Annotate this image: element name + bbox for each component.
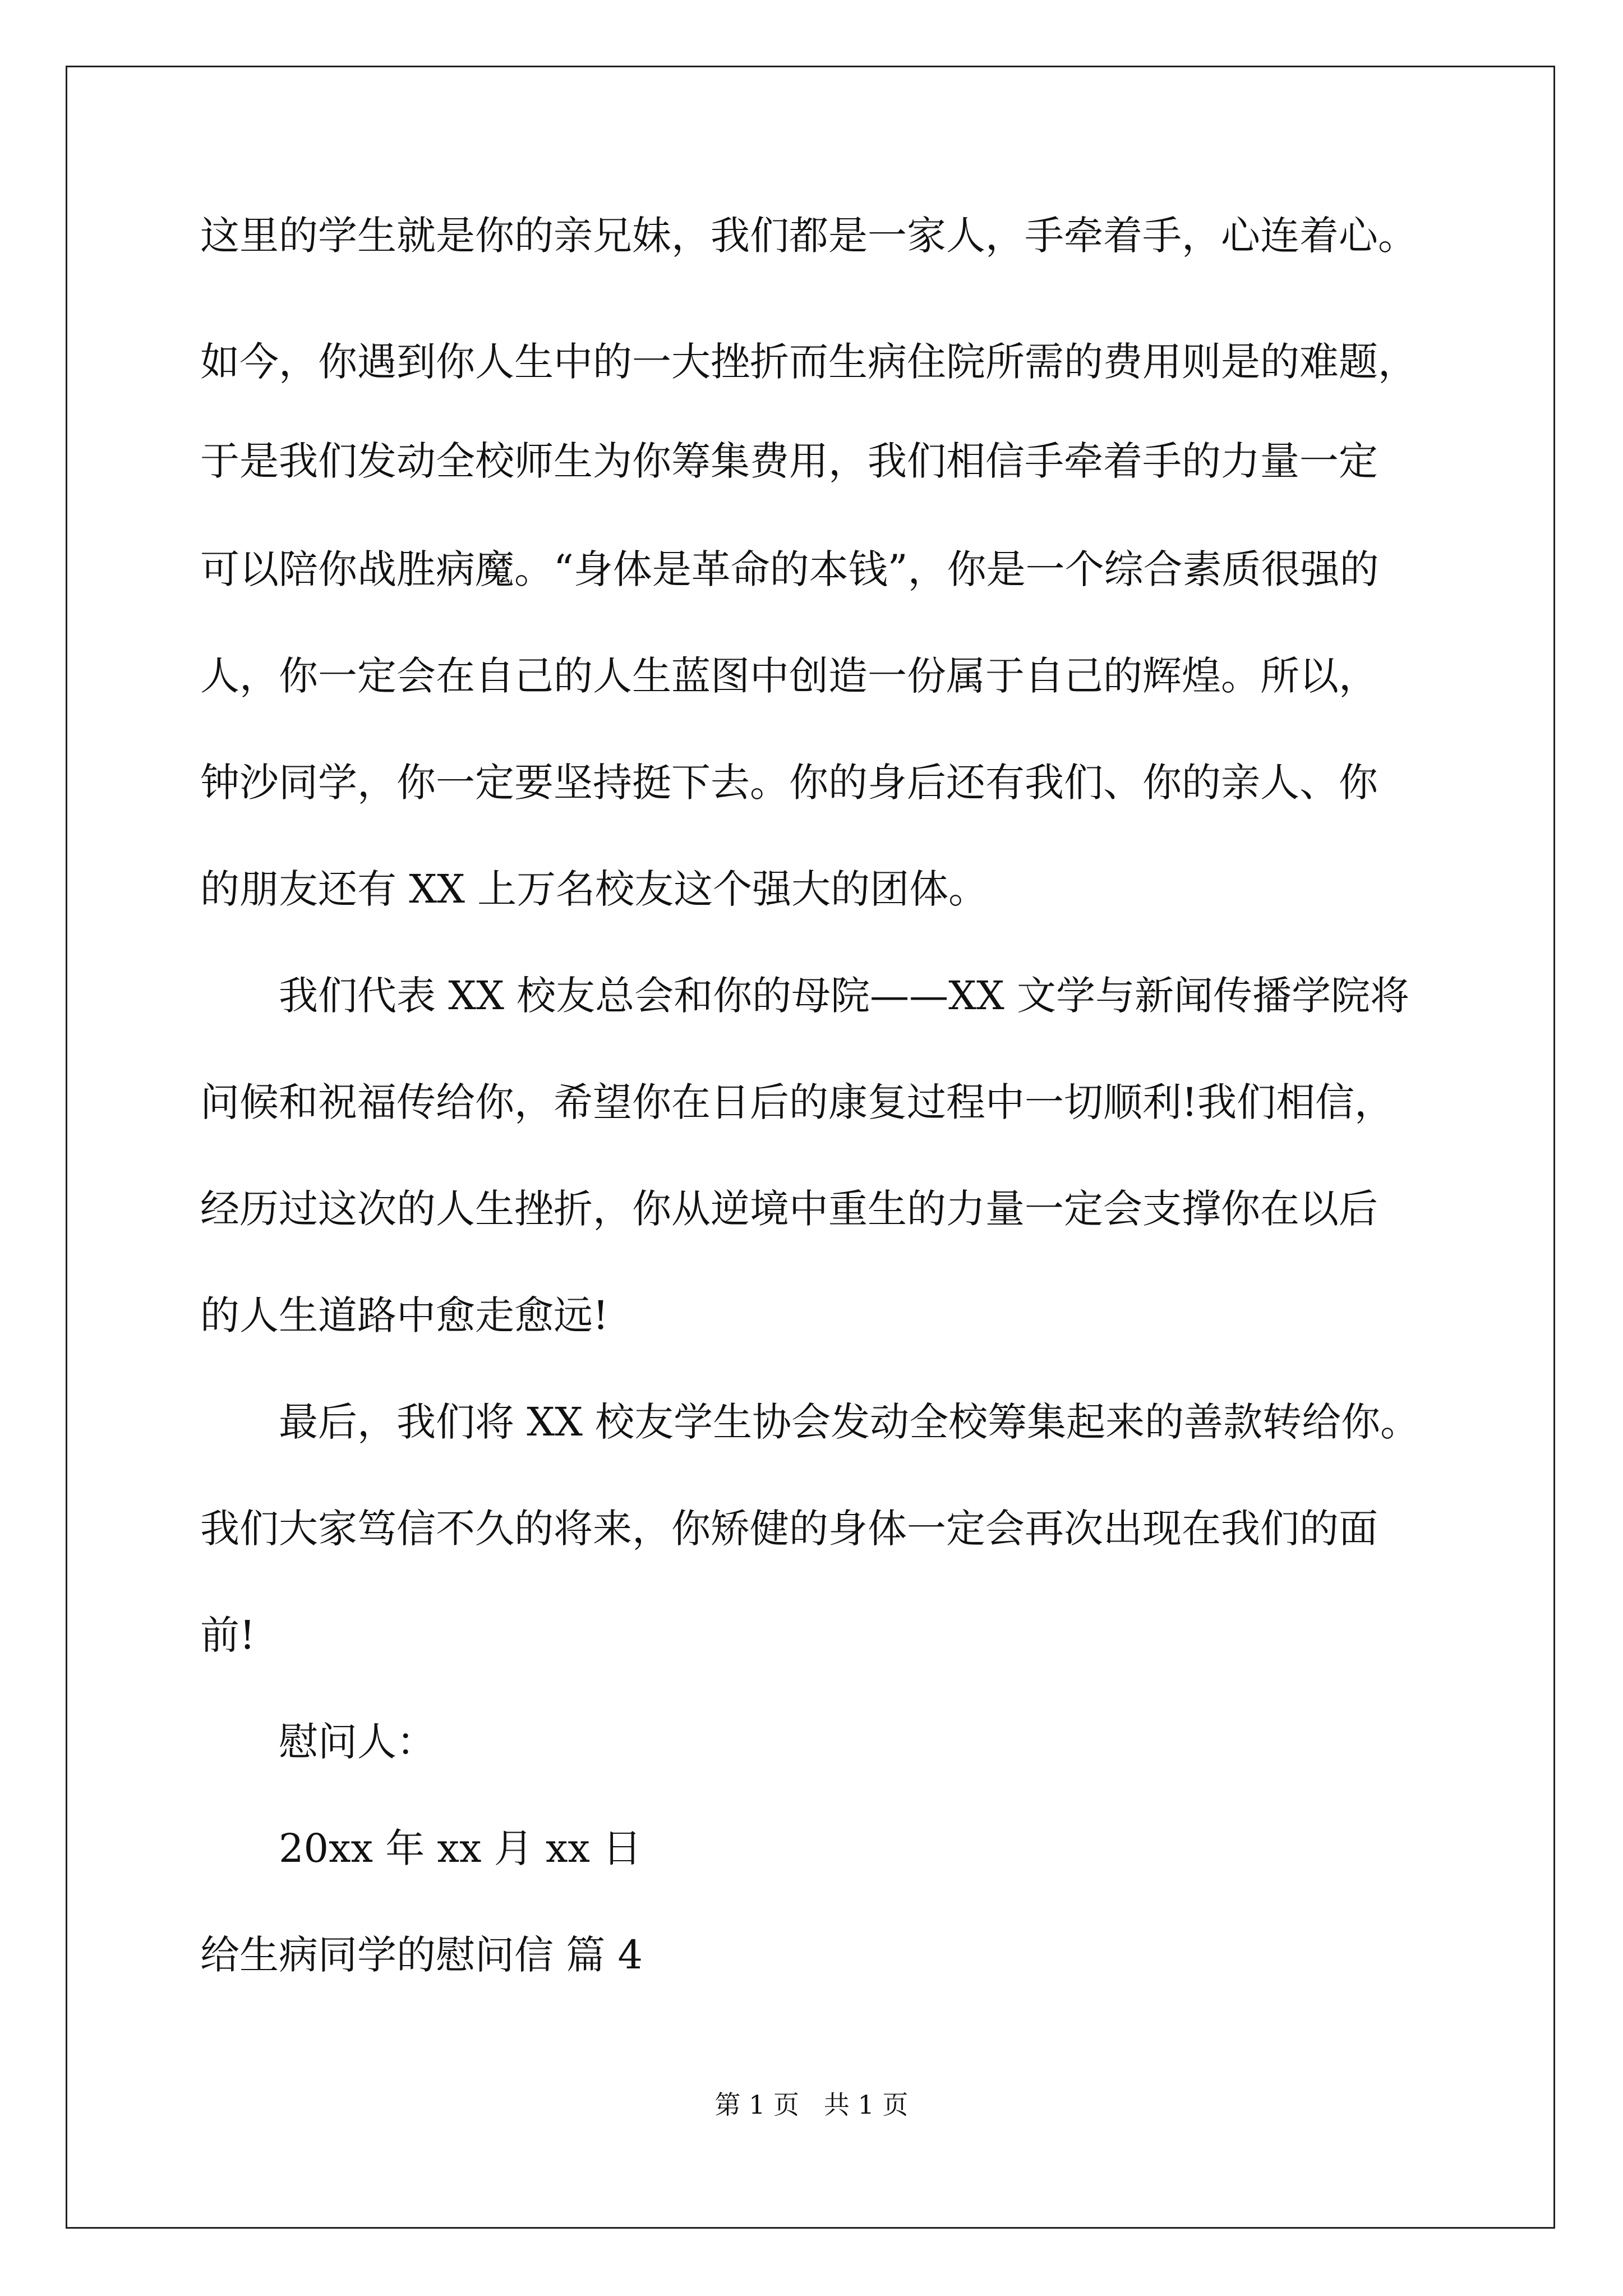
body-text-line: 前! bbox=[200, 1612, 256, 1658]
body-text-line: 这里的学生就是你的亲兄妹，我们都是一家人，手牵着手，心连着心。 bbox=[200, 213, 1417, 259]
paragraph-first-line: 我们代表 XX 校友总会和你的母院——XX 文学与新闻传播学院将 bbox=[279, 973, 1410, 1019]
body-text-line: 的人生道路中愈走愈远! bbox=[200, 1292, 609, 1338]
signature-label: 慰问人： bbox=[279, 1719, 436, 1765]
body-text-line: 人，你一定会在自己的人生蓝图中创造一份属于自己的辉煌。所以， bbox=[200, 653, 1378, 699]
paragraph-first-line: 最后，我们将 XX 校友学生协会发动全校筹集起来的善款转给你。 bbox=[279, 1399, 1420, 1445]
body-text-line: 我们大家笃信不久的将来，你矫健的身体一定会再次出现在我们的面 bbox=[200, 1506, 1378, 1552]
body-text-line: 如今，你遇到你人生中的一大挫折而生病住院所需的费用则是的难题， bbox=[200, 339, 1417, 385]
page-footer: 第 1 页 共 1 页 bbox=[714, 2090, 909, 2120]
body-text-line: 的朋友还有 XX 上万名校友这个强大的团体。 bbox=[200, 866, 988, 912]
section-heading: 给生病同学的慰问信 篇 4 bbox=[200, 1932, 643, 1978]
body-text-line: 钟沙同学，你一定要坚持挺下去。你的身后还有我们、你的亲人、你 bbox=[200, 760, 1378, 806]
body-text-line: 于是我们发动全校师生为你筹集费用，我们相信手牵着手的力量一定 bbox=[200, 438, 1378, 484]
body-text-line: 问候和祝福传给你，希望你在日后的康复过程中一切顺利!我们相信， bbox=[200, 1079, 1394, 1125]
page-border bbox=[66, 66, 1555, 2229]
body-text-line: 可以陪你战胜病魔。“身体是革命的本钱”，你是一个综合素质很强的 bbox=[200, 546, 1379, 592]
body-text-line: 经历过这次的人生挫折，你从逆境中重生的力量一定会支撑你在以后 bbox=[200, 1186, 1378, 1232]
letter-date: 20xx 年 xx 月 xx 日 bbox=[279, 1825, 642, 1871]
